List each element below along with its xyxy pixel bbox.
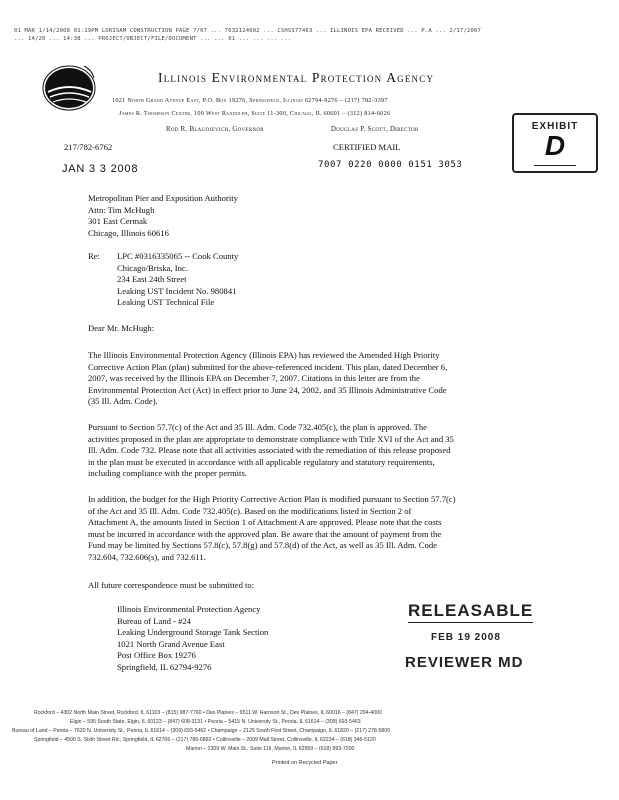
return-address-line: Leaking Underground Storage Tank Section xyxy=(117,627,269,638)
return-address-line: Springfield, IL 62794-9276 xyxy=(117,661,212,672)
paragraph-line: Ill. Adm. Code 732. Please note that all activities associated with the remediation of this release proposed xyxy=(88,445,451,456)
governor-name: Rod R. Blagojevich, Governor xyxy=(166,126,264,133)
paragraph-line: including compliance with the proper permits. xyxy=(88,468,247,479)
releasable-stamp: RELEASABLE xyxy=(408,601,533,623)
re-line: Leaking UST Technical File xyxy=(117,297,215,308)
certified-mail-label: CERTIFIED MAIL xyxy=(333,142,401,152)
recipient-line: Attn: Tim McHugh xyxy=(88,204,155,215)
address-springfield: 1021 North Grand Avenue East, P.O. Box 19276, Springfield, Illinois 62794-9276 – (217) 782-3397 xyxy=(112,97,388,104)
stamp-date: FEB 19 2008 xyxy=(431,632,501,643)
paragraph-line: 2007, was received by the Illinois EPA on December 7, 2007. Citations in this letter are from the xyxy=(88,373,420,384)
paragraph-line: Environmental Protection Act (Act) in effect prior to June 24, 2002, and 35 Illinois Administrative Code xyxy=(88,384,447,395)
recipient-address xyxy=(88,193,238,239)
exhibit-label: EXHIBIT xyxy=(531,121,579,132)
return-address-line: Post Office Box 19276 xyxy=(117,650,196,661)
fax-header-line-1: 01 MAR 1/14/2008 01:19PM LORISAM CONSTRUCTION PAGE 7/07 ... 7632124602 ... CSHSS77463 ... ILLINOIS EPA RECEIVED ... P.A ... 2/17/2007 xyxy=(14,28,481,34)
re-line: Leaking UST Incident No. 980841 xyxy=(117,285,237,296)
return-address-line: Bureau of Land - #24 xyxy=(117,615,191,626)
return-address-line: Illinois Environmental Protection Agency xyxy=(117,604,261,614)
footer-offices-4: Springfield – 4500 S. Sixth Street Rd., Springfield, IL 62706 – (217) 786-6892 • Collinsville – 2009 Mall Street, Collinsville, IL 62234 – (618) 346-5120 xyxy=(34,737,376,743)
agency-name: Illinois Environmental Protection Agency xyxy=(158,70,435,85)
director-name: Douglas P. Scott, Director xyxy=(331,126,419,133)
paragraph-line: Fund may be limited by Sections 57.8(c), 57.8(g) and 57.8(d) of the Act, as well as 35 Ill. Adm. Code xyxy=(88,540,437,551)
salutation: Dear Mr. McHugh: xyxy=(88,323,155,333)
re-label: Re: xyxy=(88,251,100,261)
return-address xyxy=(117,604,268,674)
footer-offices-2: Elgin – 595 South State, Elgin, IL 60123 – (847) 608-3131 • Peoria – 5415 N. University St., Peoria, IL 61614 – (309) 693-5463 xyxy=(70,719,361,725)
footer-offices-1: Rockford – 4302 North Main Street, Rockford, IL 61103 – (815) 987-7760 • Des Plaines – 9511 W. Harrison St., Des Plaines, IL 60016 – (847) 294-4000 xyxy=(34,710,382,716)
paragraph-approval xyxy=(88,422,568,480)
recipient-line: 301 East Cermak xyxy=(88,216,148,227)
phone-number: 217/782-6762 xyxy=(64,142,113,152)
agency-logo xyxy=(40,62,100,112)
paragraph-line: (35 Ill. Adm. Code). xyxy=(88,396,158,407)
paragraph-line: in the plan must be executed in accordance with all applicable regulatory and statutory requirements, xyxy=(88,456,435,467)
paragraph-correspondence: All future correspondence must be submitted to: xyxy=(88,580,255,590)
certified-mail-number: 7007 0220 0000 0151 3053 xyxy=(318,160,463,170)
recipient-line: Chicago, Illinois 60616 xyxy=(88,227,169,238)
letter-date: JAN 3 3 2008 xyxy=(62,163,139,175)
paragraph-line: activities proposed in the plan are appropriate to demonstrate compliance with Title XVI of the Act and 35 xyxy=(88,433,454,444)
re-line: LPC #0316335065 -- Cook County xyxy=(117,251,239,261)
re-line: 234 East 24th Street xyxy=(117,274,187,285)
re-line: Chicago/Briska, Inc. xyxy=(117,262,188,273)
re-block xyxy=(117,251,238,309)
address-chicago: James R. Thompson Center, 100 West Randolph, Suite 11-300, Chicago, IL 60601 – (312) 814-6026 xyxy=(119,110,391,117)
paragraph-line: 732.604, 732.606(s), and 732.611. xyxy=(88,551,206,562)
exhibit-letter: D xyxy=(544,130,566,161)
paragraph-line: The Illinois Environmental Protection Agency (Illinois EPA) has reviewed the Amended High Priority xyxy=(88,350,440,360)
paragraph-budget xyxy=(88,494,568,564)
paragraph-line: must be incurred in accordance with the approved plan. Be aware that the amount of payment from the xyxy=(88,528,442,539)
footer-offices-3: Bureau of Land – Peoria – 7620 N. University St., Peoria, IL 61614 – (309) 693-5462 • Champaign – 2125 South First Street, Champaign, IL 61820 – (217) 278-5800 xyxy=(12,728,391,734)
paragraph-review xyxy=(88,350,568,408)
recycled-paper-note: Printed on Recycled Paper xyxy=(272,760,338,766)
return-address-line: 1021 North Grand Avenue East xyxy=(117,638,225,649)
recipient-line: Metropolitan Pier and Exposition Authority xyxy=(88,193,238,203)
paragraph-line: In addition, the budget for the High Priority Corrective Action Plan is modified pursuant to Section 57.7(c) xyxy=(88,494,456,504)
exhibit-sticker xyxy=(512,113,598,173)
footer-offices-5: Marion – 2309 W. Main St., Suite 116, Marion, IL 62959 – (618) 993-7200 xyxy=(186,746,355,752)
paragraph-line: Corrective Action Plan (plan) submitted for the above-referenced incident. This plan, dated December 6, xyxy=(88,361,448,372)
reviewer-stamp: REVIEWER MD xyxy=(405,654,524,671)
paragraph-line: of the Act and 35 Ill. Adm. Code 732.405(c). Based on the modifications listed in Section 2 of xyxy=(88,505,412,516)
fax-header-line-2: ... 14/20 ... 14:38 ... PROJECT/OBJECT/FILE/DOCUMENT ... ... 01 ... ... ... ... xyxy=(14,36,292,42)
paragraph-line: Pursuant to Section 57.7(c) of the Act and 35 Ill. Adm. Code 732.405(c), the plan is approved. The xyxy=(88,422,427,432)
paragraph-line: Attachment A, the amounts listed in Section 1 of Attachment A are approved. Please note that the costs xyxy=(88,517,442,528)
